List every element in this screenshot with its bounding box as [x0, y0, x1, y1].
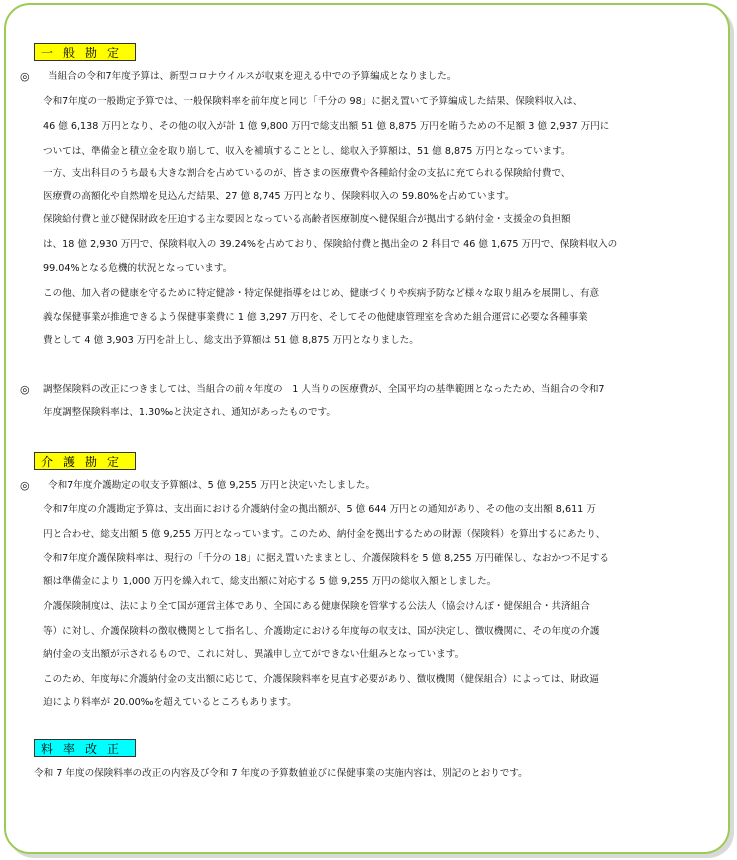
ippan-line-1: 令和7年度の一般勘定予算では、一般保険料率を前年度と同じ「千分の 98」に据え置いて予算編成した結果、保険料収入は、	[43, 96, 583, 107]
kaigo-line-1: 令和7年度の介護勘定予算は、支出面における介護納付金の拠出額が、5 億 644 万円との通知があり、その他の支出額 8,611 万	[43, 504, 596, 515]
kaigo-line-7: 納付金の支出額が示されるもので、これに対し、異議申し立てができない仕組みとなっています。	[43, 649, 465, 660]
heading-kaigo: 介護勘定	[34, 452, 136, 470]
ippan-line-6: 保険給付費と並び健保財政を圧迫する主な要因となっている高齢者医療制度へ健保組合が拠出する納付金・支援金の負担額	[43, 214, 571, 225]
ippan-line-7: は、18 億 2,930 万円で、保険料収入の 39.24%を占めており、保険給付費と拠出金の 2 科目で 46 億 1,675 万円で、保険料収入の	[43, 239, 618, 250]
ippan-line-3: ついては、準備金と積立金を取り崩して、収入を補填することとし、総収入予算額は、51 億 8,875 万円となっています。	[43, 146, 571, 157]
heading-ippan: 一般勘定	[34, 43, 136, 61]
adjust-line-0: 調整保険料の改正につきましては、当組合の前々年度の 1 人当りの医療費が、全国平均の基準範囲となったため、当組合の令和7	[43, 384, 605, 395]
adjust-line-1: 年度調整保険料率は、1.30‰と決定され、通知があったものです。	[43, 407, 336, 418]
ippan-line-0: 当組合の令和7年度予算は、新型コロナウイルスが収束を迎える中での予算編成となりました。	[48, 71, 457, 82]
ryoritsu-line-0: 令和 7 年度の保険料率の改正の内容及び令和 7 年度の予算数値並びに保健事業の実施内容は、別記のとおりです。	[34, 768, 528, 779]
ippan-line-4: 一方、支出科目のうち最も大きな割合を占めているのが、皆さまの医療費や各種給付金の支払に充てられる保険給付費で、	[43, 168, 571, 179]
kaigo-bullet-marker: ◎	[20, 479, 30, 492]
ippan-line-9: この他、加入者の健康を守るために特定健診・特定保健指導をはじめ、健康づくりや疾病予防など様々な取り組みを展開し、有意	[43, 288, 600, 299]
kaigo-line-2: 円と合わせ、総支出額 5 億 9,255 万円となっています。このため、納付金を拠出するための財源（保険料）を算出するにあたり、	[43, 529, 606, 540]
ippan-line-5: 医療費の高額化や自然増を見込んだ結果、27 億 8,745 万円となり、保険料収入の 59.80%を占めています。	[43, 191, 515, 202]
bullet-marker: ◎	[20, 70, 30, 83]
kaigo-line-8: このため、年度毎に介護納付金の支出額に応じて、介護保険料率を見直す必要があり、徴収機関（健保組合）によっては、財政逼	[43, 674, 599, 685]
kaigo-line-3: 令和7年度介護保険料率は、現行の「千分の 18」に据え置いたままとし、介護保険料を 5 億 8,255 万円確保し、なおかつ不足する	[43, 553, 610, 564]
kaigo-line-0: 令和7年度介護勘定の収支予算額は、5 億 9,255 万円と決定いたしました。	[48, 480, 376, 491]
adjust-bullet-marker: ◎	[20, 383, 30, 396]
kaigo-line-9: 迫により料率が 20.00‰を超えているところもあります。	[43, 697, 297, 708]
ippan-line-8: 99.04%となる危機的状況となっています。	[43, 263, 233, 274]
ippan-line-11: 費として 4 億 3,903 万円を計上し、総支出予算額は 51 億 8,875 万円となりました。	[43, 335, 419, 346]
kaigo-line-6: 等）に対し、介護保険料の徴収機関として指名し、介護勘定における年度毎の収支は、国が決定し、徴収機関に、その年度の介護	[43, 626, 600, 637]
ippan-line-10: 義な保健事業が推進できるよう保健事業費に 1 億 3,297 万円を、そしてその他健康管理室を含めた組合運営に必要な各種事業	[43, 312, 588, 323]
heading-ryoritsu: 料率改正	[34, 739, 136, 757]
kaigo-line-5: 介護保険制度は、法により全て国が運営主体であり、全国にある健康保険を管掌する公法人（協会けんぽ・健保組合・共済組合	[43, 601, 590, 612]
kaigo-line-4: 額は準備金により 1,000 万円を繰入れて、総支出額に対応する 5 億 9,255 万円の総収入額としました。	[43, 576, 497, 587]
ippan-line-2: 46 億 6,138 万円となり、その他の収入が計 1 億 9,800 万円で総支出額 51 億 8,875 万円を賄うための不足額 3 億 2,937 万円に	[43, 121, 610, 132]
